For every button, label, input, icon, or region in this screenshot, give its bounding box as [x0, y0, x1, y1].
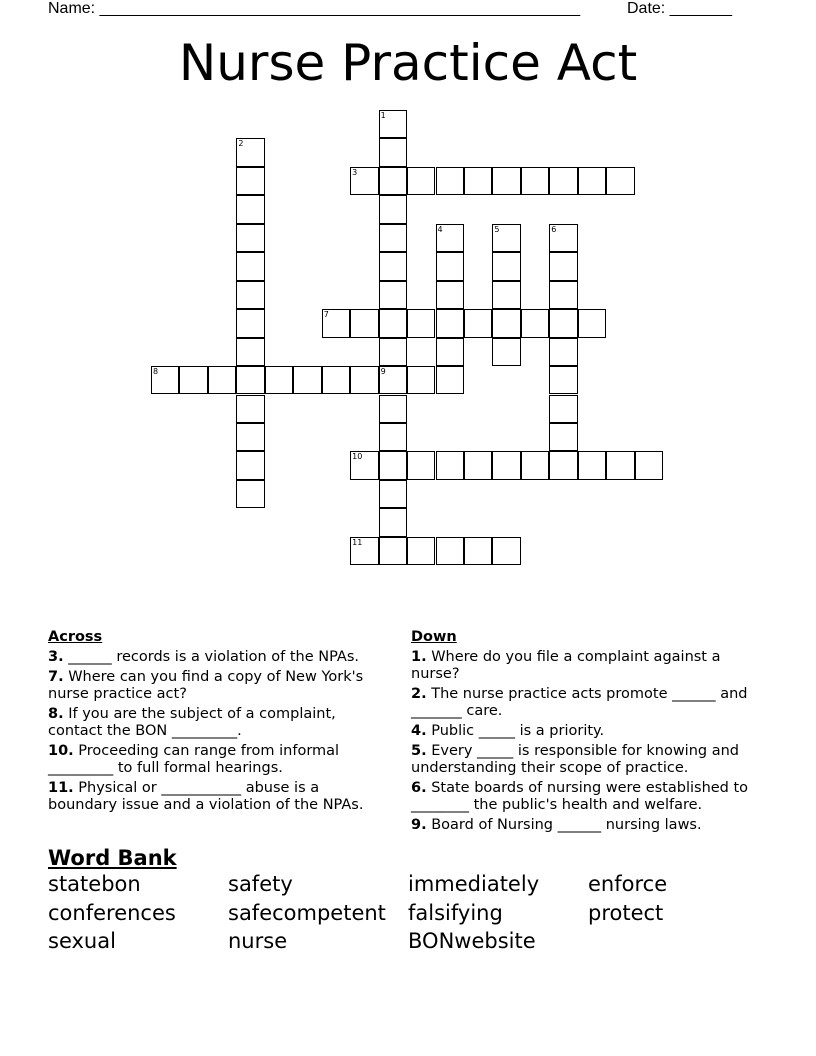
down-clue [411, 743, 756, 777]
crossword-cell[interactable] [578, 451, 606, 479]
crossword-cell[interactable] [379, 537, 407, 565]
word-bank-item: enforce [588, 872, 668, 896]
down-clue [411, 817, 756, 834]
crossword-cell[interactable] [179, 366, 207, 394]
crossword-cell[interactable] [436, 281, 464, 309]
crossword-cell[interactable] [208, 366, 236, 394]
down-clue [411, 649, 756, 683]
crossword-cell[interactable] [436, 537, 464, 565]
crossword-cell[interactable] [521, 309, 549, 337]
crossword-cell[interactable] [407, 451, 435, 479]
down-clues [411, 629, 756, 837]
clue-number: 8 [153, 367, 159, 377]
crossword-cell[interactable] [350, 451, 378, 479]
clue-text: Where do you file a complaint against a nurse? [411, 649, 721, 682]
clue-text: Proceeding can range from informal _________ to full formal hearings. [48, 743, 340, 776]
word-bank-item: BONwebsite [408, 929, 536, 953]
clue-text: Physical or ___________ abuse is a boundary issue and a violation of the NPAs. [48, 780, 364, 813]
clue-number: 9. [411, 817, 427, 833]
crossword-cell[interactable] [350, 537, 378, 565]
across-clue [48, 649, 388, 666]
crossword-cell[interactable] [492, 537, 520, 565]
crossword-cell[interactable] [379, 138, 407, 166]
crossword-cell[interactable] [379, 423, 407, 451]
down-clue [411, 723, 756, 740]
crossword-cell[interactable] [464, 537, 492, 565]
across-clue [48, 669, 388, 703]
crossword-cell[interactable] [379, 252, 407, 280]
crossword-cell[interactable] [549, 309, 577, 337]
crossword-cell[interactable] [379, 224, 407, 252]
clue-number: 4 [437, 224, 443, 234]
clue-number: 1 [380, 111, 386, 120]
word-bank-item: conferences [48, 900, 176, 925]
clue-number: 7 [323, 310, 329, 320]
crossword-cell[interactable] [379, 167, 407, 195]
word-bank-item: statebon [48, 872, 141, 896]
crossword-cell[interactable] [492, 338, 520, 366]
crossword-cell[interactable] [236, 395, 264, 423]
word-bank-item: nurse [228, 929, 288, 953]
crossword-cell[interactable] [379, 195, 407, 223]
crossword-cell[interactable] [350, 366, 378, 394]
clue-number: 2 [238, 139, 244, 149]
crossword-cell[interactable] [549, 338, 577, 366]
crossword-cell[interactable] [379, 338, 407, 366]
down-clue [411, 686, 756, 720]
crossword-cell[interactable] [236, 309, 264, 337]
crossword-cell[interactable] [549, 366, 577, 394]
clue-text: Board of Nursing ______ nursing laws. [426, 817, 702, 833]
crossword-cell[interactable] [350, 309, 378, 337]
clue-text: Every _____ is responsible for knowing and understanding their scope of practice. [411, 743, 739, 776]
clue-text: Where can you find a copy of New York's nurse practice act? [48, 669, 364, 702]
crossword-cell[interactable] [549, 451, 577, 479]
clue-number: 3. [48, 649, 64, 665]
crossword-cell[interactable] [549, 224, 577, 252]
clue-number: 5. [411, 743, 427, 759]
down-heading: Down [411, 629, 457, 645]
crossword-cell[interactable] [521, 451, 549, 479]
crossword-cell[interactable] [379, 395, 407, 423]
clue-number: 6. [411, 780, 427, 796]
page-title: Nurse Practice Act [178, 34, 638, 92]
clue-number: 9 [380, 367, 386, 377]
crossword-cell[interactable] [236, 167, 264, 195]
crossword-cell[interactable] [606, 167, 634, 195]
crossword-cell[interactable] [265, 366, 293, 394]
crossword-cell[interactable] [492, 167, 520, 195]
crossword-cell[interactable] [236, 252, 264, 280]
crossword-cell[interactable] [606, 451, 634, 479]
word-bank-item: sexual [48, 929, 116, 953]
crossword-cell[interactable] [492, 309, 520, 337]
clue-number: 2. [411, 686, 427, 702]
crossword-cell[interactable] [236, 423, 264, 451]
clue-text: State boards of nursing were established to ________ the public's health and welfare. [411, 780, 749, 813]
crossword-cell[interactable] [236, 281, 264, 309]
crossword-cell[interactable] [293, 366, 321, 394]
across-heading: Across [48, 629, 103, 645]
word-bank [48, 846, 768, 955]
crossword-cell[interactable] [436, 167, 464, 195]
crossword-cell[interactable] [379, 110, 407, 138]
clue-number: 3 [352, 167, 358, 177]
crossword-cell[interactable] [549, 281, 577, 309]
crossword-cell[interactable] [436, 309, 464, 337]
word-bank-item: protect [588, 900, 664, 925]
crossword-cell[interactable] [436, 366, 464, 394]
clue-text: The nurse practice acts promote ______ and _______ care. [411, 686, 748, 719]
word-bank-item: safecompetent [228, 900, 386, 925]
crossword-cell[interactable] [236, 224, 264, 252]
crossword-cell[interactable] [350, 167, 378, 195]
crossword-cell[interactable] [549, 252, 577, 280]
crossword-cell[interactable] [436, 252, 464, 280]
clue-number: 7. [48, 669, 64, 685]
crossword-cell[interactable] [464, 451, 492, 479]
crossword-cell[interactable] [436, 224, 464, 252]
across-clue [48, 780, 388, 814]
crossword-cell[interactable] [379, 366, 407, 394]
crossword-cell[interactable] [492, 451, 520, 479]
clue-number: 8. [48, 706, 64, 722]
crossword-cell[interactable] [379, 309, 407, 337]
clue-number: 10. [48, 743, 74, 759]
across-clues [48, 629, 388, 817]
crossword-cell[interactable] [236, 338, 264, 366]
clue-text: If you are the subject of a complaint, contact the BON _________. [48, 706, 336, 739]
crossword-cell[interactable] [436, 451, 464, 479]
crossword-cell[interactable] [549, 395, 577, 423]
crossword-cell[interactable] [407, 537, 435, 565]
crossword-cell[interactable] [151, 366, 179, 394]
clue-number: 4. [411, 723, 427, 739]
crossword-cell[interactable] [492, 281, 520, 309]
crossword-cell[interactable] [407, 366, 435, 394]
crossword-cell[interactable] [322, 366, 350, 394]
crossword-cell[interactable] [379, 480, 407, 508]
crossword-cell[interactable] [407, 167, 435, 195]
across-clue [48, 743, 388, 777]
crossword-cell[interactable] [549, 167, 577, 195]
clue-number: 5 [494, 224, 500, 234]
clue-number: 1. [411, 649, 427, 665]
crossword-cell[interactable] [521, 167, 549, 195]
crossword-cell[interactable] [436, 338, 464, 366]
word-bank-item: safety [228, 872, 293, 896]
crossword-cell[interactable] [464, 167, 492, 195]
clue-number: 11. [48, 780, 74, 796]
crossword-cell[interactable] [464, 309, 492, 337]
name-field[interactable]: Name: ______________________________________________________ [48, 0, 581, 17]
clue-text: Public _____ is a priority. [426, 723, 605, 739]
word-bank-heading: Word Bank [48, 846, 177, 870]
clue-number: 10 [352, 452, 363, 462]
word-bank-item: immediately [408, 872, 540, 896]
down-clue [411, 780, 756, 814]
across-clue [48, 706, 388, 740]
crossword-cell[interactable] [379, 281, 407, 309]
date-field[interactable]: Date: _______ [627, 0, 732, 17]
crossword-cell[interactable] [549, 423, 577, 451]
crossword-cell[interactable] [236, 451, 264, 479]
crossword-cell[interactable] [492, 224, 520, 252]
clue-text: ______ records is a violation of the NPAs. [63, 649, 360, 665]
crossword-cell[interactable] [492, 252, 520, 280]
crossword-cell[interactable] [379, 508, 407, 536]
crossword-cell[interactable] [578, 167, 606, 195]
crossword-cell[interactable] [635, 451, 663, 479]
crossword-cell[interactable] [236, 195, 264, 223]
crossword-cell[interactable] [322, 309, 350, 337]
crossword-cell[interactable] [407, 309, 435, 337]
word-bank-item: falsifying [408, 900, 503, 925]
crossword-cell[interactable] [236, 366, 264, 394]
clue-number: 6 [551, 224, 557, 234]
crossword-cell[interactable] [236, 480, 264, 508]
crossword-cell[interactable] [578, 309, 606, 337]
crossword-cell[interactable] [236, 138, 264, 166]
clue-number: 11 [352, 537, 363, 547]
crossword-cell[interactable] [379, 451, 407, 479]
